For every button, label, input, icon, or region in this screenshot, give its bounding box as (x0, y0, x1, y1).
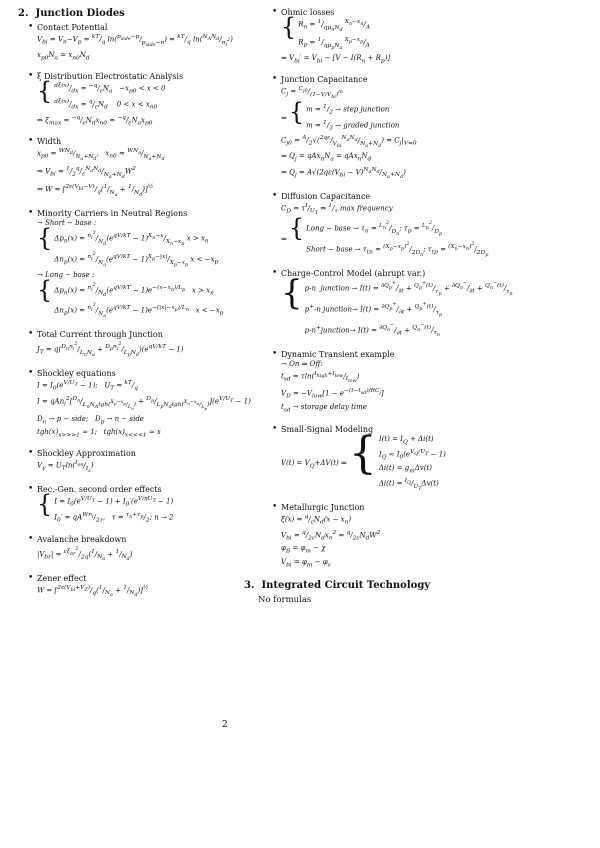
section-3-title (244, 580, 580, 591)
formula-line: $R_n = ^1/_{q\mu_nN_d}$ $^{X_n-x_n}/_A$ (298, 19, 371, 33)
formula-line: $|V_{br}| = ^{\varepsilon\xi_{br}^2}/_{2q}(^1/_{N_a} + ^1/_{N_d})$ (37, 545, 133, 563)
topic-heading (272, 269, 580, 278)
formula-line: $x_{p0}N_a = x_{n0}N_d$ (37, 50, 90, 62)
formula-line: $tgh(x)_{x>>>1} \approx 1$; $tgh(x)_{x<<<1} \approx x$ (37, 428, 161, 439)
brace-lines (305, 278, 513, 340)
formula-brace (288, 214, 489, 260)
formula-line: $V_{bi} = ^q/_{2\varepsilon}N_dx_n^2 = ^q/_{2\varepsilon}N_dW^2$ (281, 529, 381, 542)
topic-heading-text: Rec.-Gen. second order effects (37, 485, 162, 495)
formula-line: $\Delta n_p(x) = ^{n_i^2}/_{N_a}(e^{qV/kT} - 1)e^{-(|x|-x_p)/L_n}$ $x < -x_p$ (54, 302, 224, 320)
topic-contact (18, 23, 240, 63)
topic-heading-text: Metallurgic Junction (281, 502, 365, 512)
formula-line: ⇒ $V_{bi} = ^1/_2^q/_\varepsilon^{N_aN_d}/_{N_a+N_d}W^2$ (37, 166, 136, 181)
topic-heading (272, 75, 580, 84)
brace-lines (379, 434, 446, 494)
topic-heading (28, 369, 240, 378)
formula-brace (37, 224, 240, 270)
formula-brace (281, 13, 580, 53)
formula-line: ⇒ $Q_j = qAx_nN_a = qAx_nN_d$ (281, 152, 372, 163)
formula-line: $\Delta n_p(x) = ^{n_i^2}/_{N_a}(e^{qV/kT} - 1)^{X_p-|x|}/_{X_p-x_p}$ $x < -x_p$ (54, 250, 219, 268)
formula-line: ⇒ $W = [^{2\varepsilon(V_{bi}-V)}/_q(^1/_{N_a} + ^1/_{N_d})]^{\frac{1}{2}}$ (37, 184, 154, 199)
bullet-icon: • (28, 572, 34, 583)
topic-heading (28, 330, 240, 339)
bullet-icon: • (28, 533, 34, 544)
formula-brace (37, 275, 240, 322)
formula-line: $C_{j0} = ^A/_2√(^{2q\varepsilon}/_{V_{bi}}^{N_aN_d}/_{N_a+N_d}) = C_j|_{V=0}$ (281, 135, 417, 150)
formula-line: → On ⇒ Off: (281, 359, 323, 368)
formula-line: $\Delta p_n(x) = ^{n_i^2}/_{N_d}(e^{qV/kT} - 1)e^{-(x-x_n)/L_p}$ $x > x_n$ (54, 281, 214, 299)
formula-row (281, 98, 580, 133)
formula-line: $^{d\xi(x)}/_{dx} = ^q/_\varepsilon N_d$ $0 < x < x_{n0}$ (54, 98, 158, 111)
topic-heading (28, 485, 240, 494)
bullet-icon: • (28, 484, 34, 495)
topic-heading-text: Dynamic Transient example (281, 349, 395, 359)
topic-jcap (262, 75, 580, 182)
brace-symbol: { (37, 77, 53, 106)
formula-brace (288, 98, 400, 133)
formula-line: $\Delta p_n(x) = ^{n_i^2}/_{N_d}(e^{qV/kT} - 1)^{X_n-x}/_{X_n-x_n}$ $x > x_n$ (54, 230, 209, 247)
bullet-icon: • (272, 501, 278, 512)
topic-avalanche (18, 535, 240, 565)
brace-lines (306, 102, 399, 133)
topic-ohmic (262, 8, 580, 66)
brace-lines (54, 280, 223, 322)
formula-line: $I_Q \approx I_0(e^{V_Q/U_T} - 1)$ (378, 448, 446, 461)
right-column (244, 7, 580, 606)
topic-heading-text: Shockley Approximation (37, 449, 136, 459)
topic-heading-text: Ohmic losses (281, 8, 335, 17)
bullet-icon: • (28, 368, 34, 379)
topic-total (18, 330, 240, 360)
bullet-icon: • (28, 22, 34, 32)
bullet-icon: • (28, 448, 34, 459)
topic-heading-text: Small-Signal Modeling (281, 424, 374, 434)
implies-symbol: ⇒ (281, 235, 287, 244)
brace-lines (306, 218, 488, 260)
topic-heading-text: Total Current through Junction (37, 330, 163, 340)
bullet-icon: • (28, 329, 34, 340)
brace-symbol: { (37, 490, 53, 519)
formula-brace (348, 427, 446, 494)
formula-row (281, 214, 580, 260)
formula-line: $W = [^{2\varepsilon(V_{bi}+V_Z)}/_q(^1/_{N_a} + ^1/_{N_d})]^{\frac{1}{2}}$ (37, 584, 149, 599)
formula-line: $I_0' = qA^{Wn_i}/_{2\tau}$, $\tau = ^{\tau_n+\tau_p}/_2$; n → 2 (54, 512, 174, 524)
section-3 (244, 580, 580, 606)
topic-heading-text: Minority Carriers in Neutral Regions (37, 209, 188, 219)
formula-line: $t_{sd} = \tau\ln(^{I_{high}+I_{low}}/_{I_{low}})$ (281, 370, 360, 385)
topic-heading (28, 535, 240, 544)
brace-symbol: { (288, 214, 305, 243)
topic-heading-text: Diffusion Capacitance (281, 191, 371, 201)
bullet-icon: • (272, 423, 278, 434)
topic-heading (28, 449, 240, 458)
formula-line: $J_T = q(^{D_nn_i^2}/_{L_nN_a} + ^{D_pn_i^2}/_{L_pN_d})(e^{qV/kT} - 1)$ (37, 341, 184, 359)
brace-lines (298, 17, 370, 53)
topic-minority (18, 209, 240, 321)
brace-lines (54, 228, 218, 270)
formula-line: ⇒ $V_{bi}' = V_{bi} - [V - I(R_n + R_p)]$ (281, 53, 391, 65)
formula-line: ⇒ $\xi_{max} = ^{-q}/_\varepsilon N_dx_{n0} = ^{-q}/_\varepsilon N_ax_{p0}$ (37, 114, 153, 127)
topic-heading-text: Avalanche breakdown (37, 534, 127, 544)
formula-line: $V_\gamma = U_T\ln(^{I_{on}}/_{I_s})$ (37, 460, 94, 475)
brace-symbol: { (37, 275, 53, 304)
topic-ccm (262, 269, 580, 340)
topic-heading-text: Junction Capacitance (281, 75, 368, 85)
formula-line: → Long − base : (37, 270, 95, 279)
formula-line: $C_j = ^{C_{j0}}/_{(1-V/V_{bi})^m}$ (281, 86, 343, 101)
left-items (18, 22, 251, 600)
topic-heading (28, 23, 240, 32)
formula-line: $I = qAn_i^2[^{D_n}/_{L_nN_Atgh(^{X_p-x_p}/_{L_n})} + ^{D_p}/_{L_pN_dtgh(^{X_n-x_n}/_{L_p})}](e^{V/U_T} - 1)$ (37, 395, 251, 411)
formula-line: $m = ^1/_2$ → step junction (306, 104, 390, 116)
topic-heading (272, 503, 580, 512)
topic-shockley (18, 368, 251, 440)
formula-line: Long − base → $\tau_n = ^{L_n^2}/_{D_n}$; $\tau_p = ^{L_p^2}/_{D_p}$ (306, 220, 443, 238)
formula-line: $D_n \to p$ − side; $D_p \to n$ − side (37, 414, 144, 426)
formula-line: $\Delta i(t) = ^{I_Q}/_{U_T}\Delta v(t)$ (378, 478, 439, 492)
topic-heading-text: Shockley equations (37, 369, 116, 379)
topic-dyn (262, 350, 580, 416)
formula-line: $\varphi_B = \varphi_m - \chi$ (281, 544, 326, 555)
topic-width (18, 137, 240, 200)
topic-heading-text: Charge-Control Model (abrupt var.) (281, 269, 426, 279)
formula-line: $x_{p0} = ^{WN_d}/_{N_a+N_d}$, $x_{n0} = ^{WN_a}/_{N_a+N_d}$ (37, 148, 165, 163)
formula-line: $\Delta i(t) = g_m\Delta v(t)$ (378, 463, 433, 475)
section-2-number: 2. (18, 8, 29, 19)
topic-heading (272, 350, 580, 359)
topic-metal (262, 503, 580, 570)
formula-line: ⇒ $Q_j = A√(2q\varepsilon(V_{bi} - V)^{N_aN_d}/_{N_a+N_d})$ (281, 166, 406, 181)
formula-line: $^{d\xi(x)}/_{dx} = ^{-q}/_\varepsilon N_a -x_{p0} < x < 0$ (54, 83, 166, 95)
bullet-icon: • (272, 7, 278, 17)
topic-heading-text: Contact Potential (37, 23, 108, 32)
topic-zener (18, 574, 240, 601)
bullet-icon: • (28, 208, 34, 219)
topic-heading (272, 8, 580, 17)
formula-line: $t_{sd}$ → storage delay time (281, 403, 367, 414)
brace-symbol: { (37, 224, 53, 253)
topic-approx (18, 449, 240, 476)
formula-line: $I(t) = I_Q + \Delta i(t)$ (378, 434, 434, 445)
topic-heading (28, 72, 240, 81)
brace-symbol: { (281, 273, 303, 314)
formula-line: $V_{bi} = V_n-V_p = ^{kT}/_q$ $\ln(^{p_{side}-p}/_{p_{side}-n}) = ^{kT}/_q$ $\ln(^{N_AN_d}/_{n_i^2})$ (37, 34, 233, 48)
brace-lines (54, 81, 165, 112)
topic-efield (18, 72, 240, 128)
right-items (262, 8, 580, 570)
page-number: 2 (222, 720, 228, 730)
bullet-icon: • (272, 268, 278, 279)
section-2-heading: Junction Diodes (35, 8, 125, 19)
implies-symbol: ⇒ (281, 113, 287, 122)
topic-heading (272, 192, 580, 201)
topic-heading (28, 137, 240, 146)
brace-lines (54, 494, 173, 525)
left-column (18, 8, 251, 609)
topic-heading (28, 209, 240, 218)
formula-line: $I = I_0(e^{V/U_T} - 1) + I_0'(e^{V/\eta U_T} - 1)$ (54, 496, 174, 509)
topic-heading-text: Width (37, 137, 62, 147)
section-3-heading: Integrated Circuit Technology (261, 580, 431, 592)
topic-diffcap (262, 192, 580, 261)
formula-lhs: $V(t) = V_Q+\Delta V(t)$ ⇒ (281, 458, 347, 469)
formula-line: $m = ^1/_3$ → graded junction (306, 119, 400, 132)
bullet-icon: • (28, 136, 34, 147)
formula-line: $C_D = \tau^I/_{U_T}$ ⇒ $^1/_\tau$ max frequency (281, 202, 393, 217)
section-2-title (18, 8, 240, 19)
formula-line: p+-n junction→ $I(t) = ^{\partial Q_p^+}/_{\partial t} + ^{Q_p^+(t)}/_{\tau_p}$ (304, 300, 443, 318)
bullet-icon: • (272, 190, 278, 201)
topic-heading-text: Zener effect (37, 573, 87, 583)
brace-symbol: { (288, 98, 305, 127)
section-3-note: No formulas (258, 595, 312, 606)
formula-line: → Short − base : (37, 219, 97, 228)
brace-symbol: { (281, 13, 297, 41)
formula-line: $I = I_0(e^{V/U_T} - 1)$; $U_T = ^{kT}/_q$ (37, 380, 138, 392)
topic-recgen (18, 485, 240, 525)
topic-small (262, 425, 580, 494)
bullet-icon: • (272, 74, 278, 85)
topic-heading (272, 425, 580, 434)
formula-line: p-n+junction→ $I(t) = ^{\partial Q_n^-}/_{\partial t} + ^{Q_n^-(t)}/_{\tau_n}$ (304, 321, 440, 339)
bullet-icon: • (28, 71, 34, 82)
formula-line: $V_{bi} = \varphi_m - \varphi_s$ (281, 557, 331, 569)
brace-symbol: { (348, 427, 377, 479)
section-3-number: 3. (244, 580, 255, 592)
formula-line: $\xi(x) = ^q/_\varepsilon N_d(x - x_n)$ (281, 513, 352, 526)
formula-line: p-n junction → $I(t) = ^{\partial Q_p^+}/_{\partial t} + ^{Q_p^+(t)}/_{\tau_p} + ^{\partial Q_n^-}/_{\partial t} + ^{Q_n^-(t)}/_{\tau_n}$ (304, 280, 513, 297)
formula-line: $V_D = -V_{low}[1 - e^{-(t-t_{sd})/RC_j}]$ (281, 388, 384, 401)
topic-heading-text: ξ Distribution Electrostatic Analysis (37, 72, 184, 82)
bullet-icon: • (272, 348, 278, 359)
formula-line: Short − base → $\tau_{tn} = ^{(X_p-x_p)^2}/_{2D_n}$; $\tau_{tp} = ^{(X_n-x_n)^2}/_{2D_p}$ (306, 241, 489, 259)
formula-line: $R_p = ^1/_{q\mu_pN_a}$ $^{X_p-x_p}/_A$ (298, 36, 370, 51)
topic-heading (28, 574, 240, 583)
